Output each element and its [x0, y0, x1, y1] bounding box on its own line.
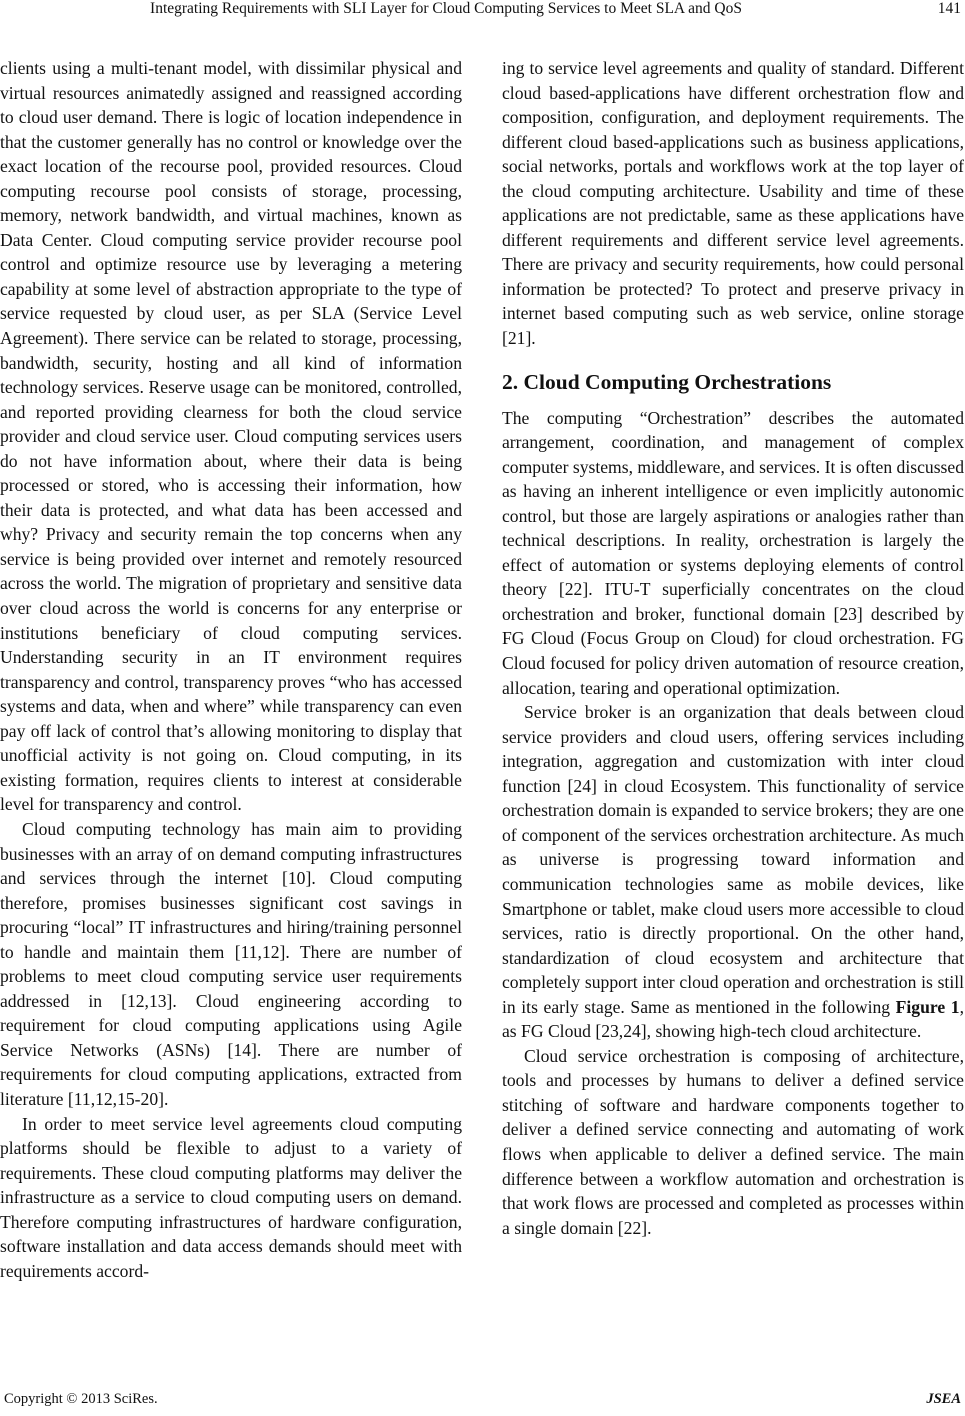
figure-reference: Figure 1 — [895, 996, 960, 1017]
body-paragraph: The computing “Orchestration” describes the automated arrangement, coordination, and management of complex computer systems, middleware, and services. It is often discussed as having an inherent intelligence or even implicitly autonomic control, but those are largely aspirations or analogies rather than technical descriptions. In reality, orchestration is largely the effect of automation or systems deploying elements of control theory [22]. ITU-T superficially concentrates on the cloud orchestration and broker, functional domain [23] described by FG Cloud (Focus Group on Cloud) for cloud orchestration. FG Cloud focused for policy driven automation of resource creation, allocation, tearing and operational optimization. — [502, 407, 964, 698]
section-heading: 2. Cloud Computing Orchestrations — [502, 369, 832, 394]
left-column — [0, 56, 462, 1283]
copyright-notice: Copyright © 2013 SciRes. — [4, 1391, 158, 1407]
running-title: Integrating Requirements with SLI Layer for Cloud Computing Services to Meet SLA and QoS — [150, 0, 742, 17]
right-column — [502, 56, 964, 1240]
text-run: , as FG Cloud [23,24], showing high-tech cloud architecture. — [502, 996, 964, 1042]
body-paragraph: clients using a multi-tenant model, with dissimilar physical and virtual resources animatedly assigned and reassigned according to cloud user demand. There is logic of location independence in that the customer generally has no control or knowledge over the exact location of the recourse pool, provided resources. Cloud computing recourse pool consists of storage, processing, memory, network bandwidth, and virtual machines, known as Data Center. Cloud computing service provider recourse pool control and optimize resource use by leveraging a metering capability at some level of abstraction appropriate to the type of service requested by cloud user, as per SLA (Service Level Agreement). There service can be related to storage, processing, bandwidth, security, hosting and all kind of information technology services. Reserve usage can be monitored, controlled, and reported providing clearness for both the cloud service provider and cloud service user. Cloud computing services users do not have information about, where their data is being processed or stored, who is accessing their information, how their data is protected, and what data has been accessed and why? Privacy and security remain the top concerns when any service is being provided over internet and remotely resourced across the world. The migration of proprietary and sensitive data over cloud across the world is concerns for any enterprise or institutions beneficiary of cloud computing services. Understanding security in an IT environment requires transparency and control, transparency proves “who has accessed systems and data, when and where” while transparency can even pay off lack of control that’s allowing monitoring to display that unofficial activity is not going on. Cloud computing, in its existing formation, requires clients to interest at considerable level for transparency and control. — [0, 58, 462, 815]
journal-name: JSEA — [926, 1391, 961, 1407]
page-number: 141 — [937, 0, 961, 17]
body-paragraph: In order to meet service level agreements cloud computing platforms should be flexible to adjust to a variety of requirements. These cloud computing platforms may deliver the infrastructure as a service to cloud computing users on demand. Therefore computing infrastructures of hardware configuration, software installation and data access demands should meet with requirements accord- — [0, 1113, 462, 1281]
body-paragraph: Cloud service orchestration is composing of architecture, tools and processes by humans to deliver a defined service stitching of software and hardware components together to deliver a defined service connecting and automating of work flows when applicable to deliver a defined service. The main difference between a workflow automation and orchestration is that work flows are processed and completed as processes within a single domain [22]. — [502, 1045, 964, 1238]
body-paragraph: ing to service level agreements and quality of standard. Different cloud based-applications have different orchestration flow and composition, configuration, and deployment requirements. The different cloud based-applications such as business applications, social networks, portals and workflows work at the top layer of the cloud computing architecture. Usability and time of these applications are not predictable, same as these applications have different requirements and different service level agreements. There are privacy and security requirements, how could personal information be protected? To protect and preserve privacy in internet based computing such as web service, online storage [21]. — [502, 58, 964, 349]
running-header — [0, 0, 965, 24]
text-run: Service broker is an organization that deals between cloud service providers and cloud users, offering services including integration, aggregation and customization with inter cloud function [24] in cloud Ecosystem. This functionality of service orchestration domain is expanded to service brokers; they are one of component of the services orchestration architecture. As much as universe is progressing toward information and communication technologies same as mobile devices, like Smartphone or tablet, make cloud users more accessible to cloud services, ratio is directly proportional. On the other hand, standardization of cloud ecosystem and architecture that completely support inter cloud operation and orchestration is still in its early stage. Same as mentioned in the following — [502, 702, 964, 1017]
body-paragraph: Cloud computing technology has main aim to providing businesses with an array of on demand computing infrastructures and services through the internet [10]. Cloud computing therefore, promises businesses significant cost savings in procuring “local” IT infrastructures and hiring/training personnel to handle and maintain them [11,12]. There are number of problems to meet cloud computing service user requirements addressed in [12,13]. Cloud engineering according to requirement for cloud computing applications using Agile Service Networks (ASNs) [14]. There are number of requirements for cloud computing applications, extracted from literature [11,12,15-20]. — [0, 818, 462, 1109]
body-paragraph — [502, 700, 964, 1044]
